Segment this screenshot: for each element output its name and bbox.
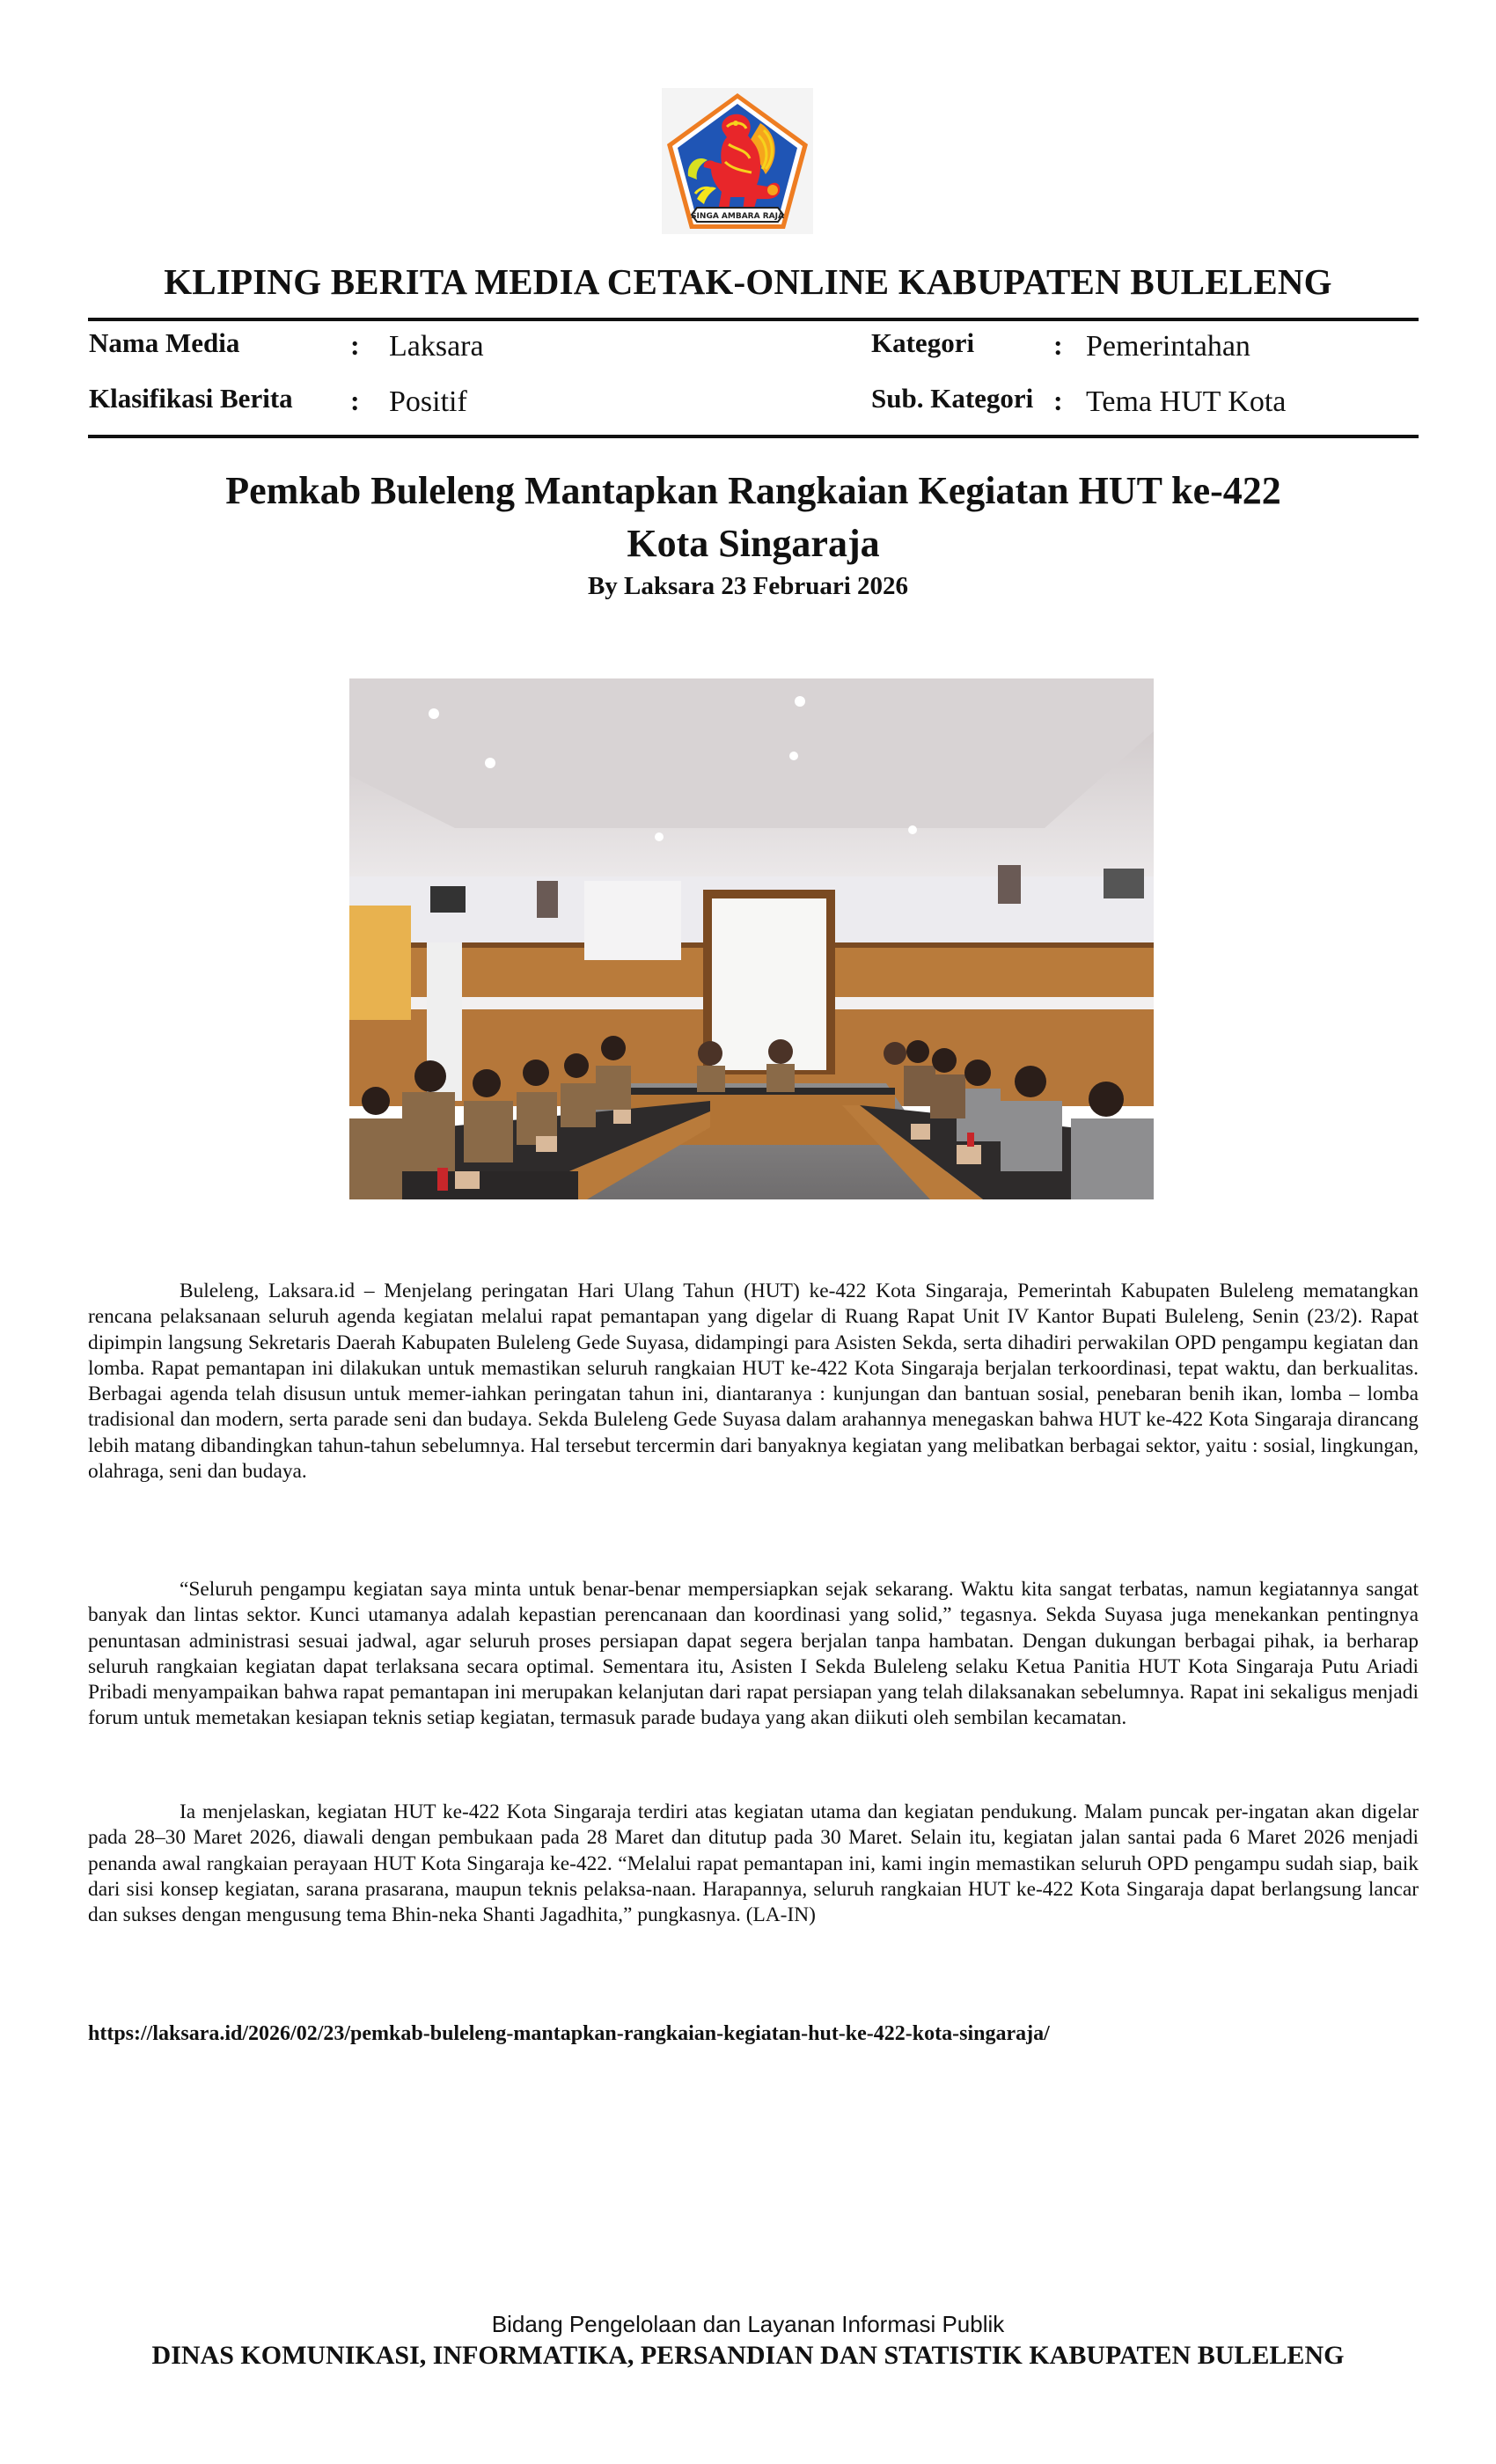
sub-kategori-value: Tema HUT Kota bbox=[1086, 385, 1287, 418]
sub-kategori-label: Sub. Kategori bbox=[871, 383, 1034, 414]
footer-division: Bidang Pengelolaan dan Layanan Informasi Publik bbox=[491, 2311, 1005, 2337]
kategori-value: Pemerintahan bbox=[1086, 330, 1250, 363]
nama-media-colon: : bbox=[350, 329, 360, 361]
crest-motto: SINGA AMBARA RAJA bbox=[691, 212, 784, 221]
article-byline: By Laksara 23 Februari 2026 bbox=[587, 572, 909, 600]
kategori-colon: : bbox=[1053, 329, 1063, 361]
crest-emblem-icon bbox=[662, 88, 813, 234]
headline-line-1: Pemkab Buleleng Mantapkan Rangkaian Kegiatan HUT ke-422 bbox=[225, 469, 1281, 512]
nama-media-label: Nama Media bbox=[89, 327, 240, 358]
klasifikasi-berita-label: Klasifikasi Berita bbox=[89, 383, 293, 414]
kategori-label: Kategori bbox=[871, 327, 975, 358]
article-paragraph-1: Buleleng, Laksara.id – Menjelang peringatan Hari Ulang Tahun (HUT) ke-422 Kota Singaraja, Pemerintah Kabupaten Buleleng mematangkan rencana pelaksanaan seluruh agenda kegiatan melalui rapat pemantapan yang digelar di Ruang Rapat Unit IV Kantor Bupati Buleleng, Senin (23/2). Rapat dipimpin langsung Sekretaris Daerah Kabupaten Buleleng Gede Suyasa, didampingi para Asisten Sekda, serta dihadiri perwakilan OPD pengampu kegiatan dan lomba. Rapat pemantapan ini dilakukan untuk memastikan seluruh rangkaian HUT ke-422 Kota Singaraja berjalan terkoordinasi, tepat waktu, dan berkualitas. Berbagai agenda telah disusun untuk memer-iahkan peringatan tahun ini, diantaranya : kunjungan dan bantuan sosial, penebaran benih ikan, lomba – lomba tradisional dan modern, serta parade seni dan budaya. Sekda Buleleng Gede Suyasa dalam arahannya menegaskan bahwa HUT ke-422 Kota Singaraja dirancang lebih matang dibandingkan tahun-tahun sebelumnya. Hal tersebut tercermin dari banyaknya kegiatan yang melibatkan berbagai sektor, yaitu : sosial, lingkungan, olahraga, seni dan budaya. bbox=[88, 1280, 1419, 1484]
article-paragraph-2: “Seluruh pengampu kegiatan saya minta untuk benar-benar mempersiapkan sejak sekarang. Waktu kita sangat terbatas, namun kegiatannya sangat banyak dan lintas sektor. Kunci utamanya adalah kepastian perencanaan dan koordinasi yang solid,” tegasnya. Sekda Suyasa juga menekankan pentingnya penuntasan administrasi sesuai jadwal, agar seluruh proses persiapan dapat segera berjalan tanpa hambatan. Dengan dukungan berbagai pihak, ia berharap seluruh rangkaian kegiatan dapat terlaksana secara optimal. Sementara itu, Asisten I Sekda Buleleng selaku Ketua Panitia HUT Kota Singaraja Putu Ariadi Pribadi menyampaikan bahwa rapat pemantapan ini merupakan kelanjutan dari rapat persiapan yang telah dilaksanakan sebelumnya. Rapat ini sekaligus menjadi forum untuk memetakan kesiapan teknis setiap kegiatan, termasuk parade budaya yang akan diikuti oleh sembilan kecamatan. bbox=[88, 1578, 1419, 1730]
header-divider-top bbox=[88, 318, 1419, 321]
article-headline bbox=[88, 465, 1419, 570]
meeting-room-photo bbox=[349, 678, 1154, 1199]
article-photo bbox=[349, 678, 1154, 1199]
sub-kategori-colon: : bbox=[1053, 385, 1063, 416]
nama-media-value: Laksara bbox=[389, 330, 484, 363]
headline-line-2: Kota Singaraja bbox=[627, 522, 880, 565]
document-title: KLIPING BERITA MEDIA CETAK-ONLINE KABUPATEN BULELENG bbox=[164, 261, 1332, 302]
footer-agency: DINAS KOMUNIKASI, INFORMATIKA, PERSANDIAN DAN STATISTIK KABUPATEN BULELENG bbox=[151, 2341, 1345, 2370]
klasifikasi-berita-colon: : bbox=[350, 385, 360, 416]
klasifikasi-berita-value: Positif bbox=[389, 385, 467, 418]
kabupaten-buleleng-logo bbox=[662, 88, 813, 234]
source-url-link[interactable]: https://laksara.id/2026/02/23/pemkab-buleleng-mantapkan-rangkaian-kegiatan-hut-ke-422-kota-singaraja/ bbox=[88, 2022, 1050, 2045]
header-divider-bottom bbox=[88, 435, 1419, 438]
article-paragraph-3: Ia menjelaskan, kegiatan HUT ke-422 Kota Singaraja terdiri atas kegiatan utama dan kegiatan pendukung. Malam puncak per-ingatan akan digelar pada 28–30 Maret 2026, diawali dengan pembukaan pada 28 Maret dan ditutup pada 30 Maret. Selain itu, kegiatan jalan santai pada 6 Maret 2026 menjadi penanda awal rangkaian perayaan HUT Kota Singaraja ke-422. “Melalui rapat pemantapan ini, kami ingin memastikan seluruh OPD pengampu sudah siap, baik dari sisi konsep kegiatan, sarana prasarana, maupun teknis pelaksa-naan. Harapannya, seluruh rangkaian HUT ke-422 Kota Singaraja dapat berlangsung lancar dan sukses dengan mengusung tema Bhin-neka Shanti Jagadhita,” pungkasnya. (LA-IN) bbox=[88, 1800, 1419, 1927]
